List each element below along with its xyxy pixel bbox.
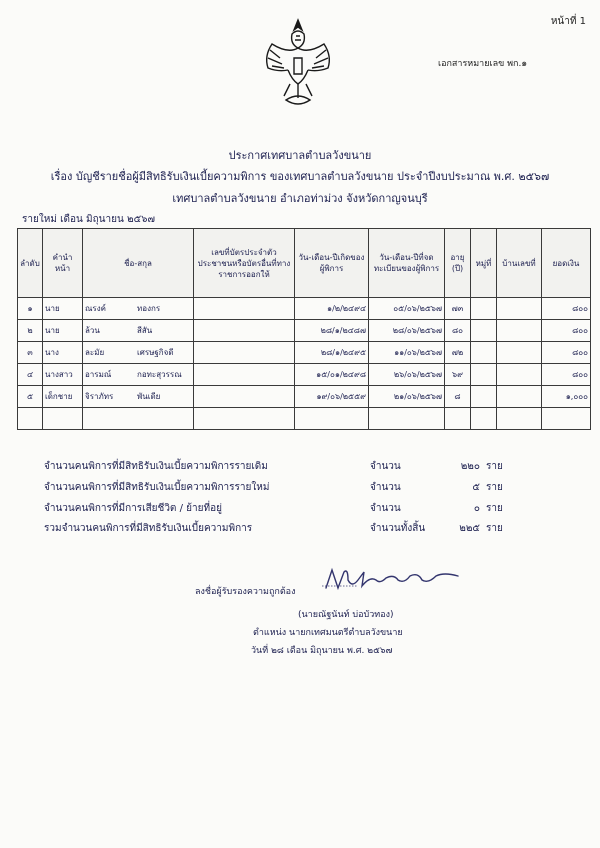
last-name: ทองกร (137, 304, 161, 313)
cell-amount: ๘๐๐ (542, 298, 591, 320)
certify-label: ลงชื่อผู้รับรองความถูกต้อง (195, 587, 296, 597)
beneficiary-table (17, 228, 591, 430)
cell-prefix: นาง (43, 342, 83, 364)
cell-age: ๘ (445, 386, 471, 408)
cell-moo (471, 342, 497, 364)
cell-house (497, 342, 542, 364)
col-header-no: ลำดับ (18, 229, 43, 298)
table-row (18, 320, 591, 342)
cell-name (83, 320, 194, 342)
first-name: อารมณ์ (85, 370, 112, 379)
cell-moo (471, 298, 497, 320)
summary-label: รวมจำนวนคนพิการที่มีสิทธิรับเงินเบี้ยความพิการ (44, 523, 253, 534)
last-name: กอทะสุวรรณ (137, 370, 182, 379)
first-name: ละมัย (85, 348, 105, 357)
signed-date: วันที่ ๒๘ เดือน มิถุนายน พ.ศ. ๒๕๖๗ (251, 646, 393, 656)
cell-name (83, 386, 194, 408)
cell-prefix: นาย (43, 320, 83, 342)
cell-id (194, 364, 295, 386)
summary-value: ๒๒๕ (459, 523, 480, 534)
cell-blank (18, 408, 43, 430)
cell-no: ๕ (18, 386, 43, 408)
cell-dob: ๑๙/๐๖/๒๕๕๙ (295, 386, 369, 408)
cell-moo (471, 364, 497, 386)
cell-prefix: นาย (43, 298, 83, 320)
document-number: เอกสารหมายเลข พก.๑ (438, 59, 528, 69)
summary-label: จำนวนคนพิการที่มีการเสียชีวิต / ย้ายที่อยู่ (44, 503, 222, 514)
summary-unit: ราย (486, 523, 503, 534)
summary-count-label: จำนวน (370, 482, 401, 493)
col-header-age: อายุ (ปี) (445, 229, 471, 298)
cell-blank (445, 408, 471, 430)
cell-name (83, 342, 194, 364)
summary-count-label: จำนวน (370, 503, 401, 514)
col-header-name: ชื่อ-สกุล (83, 229, 194, 298)
cell-id (194, 320, 295, 342)
cell-dob: ๒๘/๑/๒๔๙๕ (295, 342, 369, 364)
cell-blank (83, 408, 194, 430)
cell-moo (471, 320, 497, 342)
summary-label: จำนวนคนพิการที่มีสิทธิรับเงินเบี้ยความพิการรายใหม่ (44, 482, 270, 493)
month-label: รายใหม่ เดือน มิถุนายน ๒๕๖๗ (22, 214, 156, 225)
cell-house (497, 364, 542, 386)
cell-age: ๗๒ (445, 342, 471, 364)
first-name: จิราภัทร (85, 392, 114, 401)
summary-unit: ราย (486, 461, 503, 472)
table-row (18, 364, 591, 386)
col-header-house: บ้านเลขที่ (497, 229, 542, 298)
cell-id (194, 298, 295, 320)
cell-age: ๖๙ (445, 364, 471, 386)
signer-position: ตำแหน่ง นายกเทศมนตรีตำบลวังขนาย (253, 628, 403, 638)
cell-no: ๑ (18, 298, 43, 320)
cell-reg-date: ๒๖/๐๖/๒๕๖๗ (369, 364, 445, 386)
summary-unit: ราย (486, 503, 503, 514)
cell-name (83, 298, 194, 320)
cell-name (83, 364, 194, 386)
summary-unit: ราย (486, 482, 503, 493)
summary-label: จำนวนคนพิการที่มีสิทธิรับเงินเบี้ยความพิการรายเดิม (44, 461, 268, 472)
table-header-row (18, 229, 591, 298)
summary-value: ๒๒๐ (460, 461, 480, 472)
cell-moo (471, 386, 497, 408)
cell-amount: ๘๐๐ (542, 342, 591, 364)
first-name: ล้วน (85, 326, 100, 335)
table-body (18, 298, 591, 430)
announcement-title: ประกาศเทศบาลตำบลวังขนาย (228, 149, 372, 162)
table-row (18, 342, 591, 364)
announcement-location: เทศบาลตำบลวังขนาย อำเภอท่าม่วง จังหวัดกาญจนบุรี (172, 192, 428, 205)
first-name: ณรงค์ (85, 304, 106, 313)
cell-blank (369, 408, 445, 430)
last-name: สีสัน (137, 326, 153, 335)
cell-no: ๒ (18, 320, 43, 342)
cell-dob: ๒๘/๑/๒๔๘๗ (295, 320, 369, 342)
page-number: หน้าที่ 1 (550, 16, 586, 27)
cell-blank (497, 408, 542, 430)
last-name: พันเดีย (137, 392, 161, 401)
col-header-reg-date: วัน-เดือน-ปีที่จดทะเบียนของผู้พิการ (369, 229, 445, 298)
cell-reg-date: ๐๕/๐๖/๒๕๖๗ (369, 298, 445, 320)
cell-amount: ๘๐๐ (542, 364, 591, 386)
cell-age: ๗๓ (445, 298, 471, 320)
col-header-amount: ยอดเงิน (542, 229, 591, 298)
cell-id (194, 342, 295, 364)
summary-row (44, 521, 514, 535)
summary-value: ๐ (473, 503, 480, 514)
summary-count-label: จำนวนทั้งสิ้น (370, 523, 426, 534)
handwritten-signature (318, 566, 468, 592)
last-name: เศรษฐกิจดี (137, 348, 174, 357)
cell-blank (43, 408, 83, 430)
summary-row (44, 501, 514, 515)
cell-dob: ๑๕/๐๑/๒๔๙๘ (295, 364, 369, 386)
summary-count-label: จำนวน (370, 461, 401, 472)
cell-blank (471, 408, 497, 430)
announcement-subject: เรื่อง บัญชีรายชื่อผู้มีสิทธิรับเงินเบี้ยความพิการ ของเทศบาลตำบลวังขนาย ประจำปีงบประมาณ พ.ศ. ๒๕๖๗ (50, 170, 550, 183)
summary-row (44, 480, 514, 494)
cell-amount: ๘๐๐ (542, 320, 591, 342)
cell-dob: ๑/๒/๒๔๙๔ (295, 298, 369, 320)
summary-value: ๕ (472, 482, 480, 493)
cell-reg-date: ๒๑/๐๖/๒๕๖๗ (369, 386, 445, 408)
table-row (18, 298, 591, 320)
cell-blank (295, 408, 369, 430)
signer-name: (นายณัฐนันท์ บ่อบัวทอง) (298, 610, 394, 620)
table-row (18, 386, 591, 408)
cell-no: ๔ (18, 364, 43, 386)
cell-id (194, 386, 295, 408)
cell-house (497, 298, 542, 320)
col-header-dob: วัน-เดือน-ปีเกิดของผู้พิการ (295, 229, 369, 298)
cell-blank (542, 408, 591, 430)
cell-house (497, 386, 542, 408)
col-header-prefix: คำนำหน้า (43, 229, 83, 298)
cell-no: ๓ (18, 342, 43, 364)
cell-blank (194, 408, 295, 430)
cell-amount: ๑,๐๐๐ (542, 386, 591, 408)
summary-row (44, 459, 514, 473)
cell-reg-date: ๑๑/๐๖/๒๕๖๗ (369, 342, 445, 364)
cell-age: ๘๐ (445, 320, 471, 342)
col-header-moo: หมู่ที่ (471, 229, 497, 298)
garuda-emblem (258, 14, 338, 112)
cell-prefix: เด็กชาย (43, 386, 83, 408)
col-header-id: เลขที่บัตรประจำตัวประชาชนหรือบัตรอื่นที่ทางราชการออกให้ (194, 229, 295, 298)
cell-house (497, 320, 542, 342)
table-row-blank (18, 408, 591, 430)
cell-reg-date: ๒๘/๐๖/๒๕๖๗ (369, 320, 445, 342)
cell-prefix: นางสาว (43, 364, 83, 386)
